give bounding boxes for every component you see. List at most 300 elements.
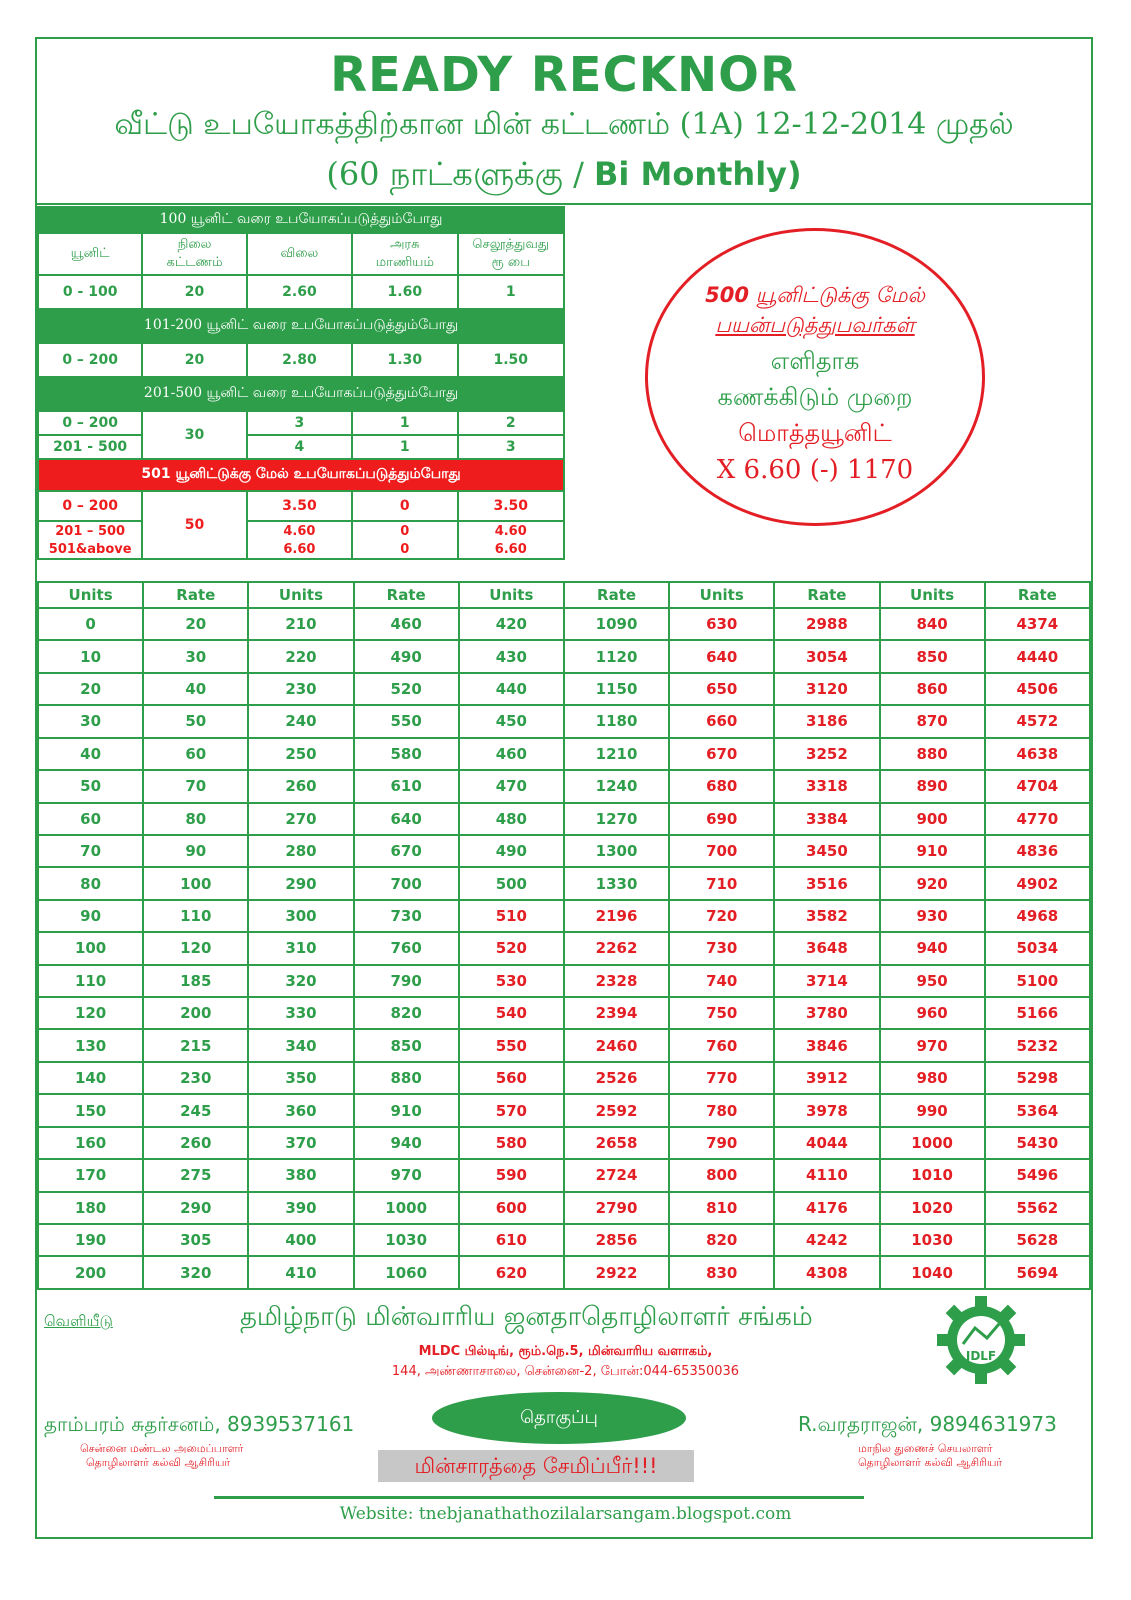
rate-cell: 305 [143,1224,248,1256]
table-row [38,705,1090,737]
rate-cell: 850 [354,1029,459,1061]
rate-cell: 260 [143,1127,248,1159]
rate-cell: 90 [143,835,248,867]
units-cell: 390 [248,1192,353,1224]
slab-subsidy: 1 [352,411,457,435]
rate-cell: 4308 [774,1256,879,1289]
units-cell: 800 [669,1159,774,1191]
units-cell: 140 [38,1062,143,1094]
units-cell: 770 [669,1062,774,1094]
slab-price: 4.60 [247,521,352,540]
rate-cell: 700 [354,867,459,899]
rate-cell: 80 [143,803,248,835]
rate-cell: 3912 [774,1062,879,1094]
rate-cell: 4836 [985,835,1090,867]
rate-cell: 215 [143,1029,248,1061]
rate-cell: 3318 [774,770,879,802]
col-subsidy: அரசு மாணியம் [352,233,457,275]
rate-cell: 3780 [774,997,879,1029]
slab-above-500-title: 501 யூனிட்டுக்கு மேல் உபயோகப்படுத்தும்போது [38,459,564,491]
rate-cell: 3186 [774,705,879,737]
rate-cell: 2460 [564,1029,669,1061]
rate-cell: 40 [143,673,248,705]
rate-cell: 4110 [774,1159,879,1191]
jdlf-gear-logo [935,1294,1027,1386]
units-cell: 810 [669,1192,774,1224]
rate-cell: 5694 [985,1256,1090,1289]
units-cell: 540 [459,997,564,1029]
units-cell: 1000 [880,1127,985,1159]
units-cell: 670 [669,738,774,770]
col-price: விலை [247,233,352,275]
units-cell: 490 [459,835,564,867]
units-cell: 690 [669,803,774,835]
rate-cell: 5364 [985,1094,1090,1126]
rate-cell: 790 [354,965,459,997]
units-cell: 570 [459,1094,564,1126]
address-line-1: MLDC பில்டிங், ரூம்.நெ.5, மின்வாரிய வளாகம், [418,1344,713,1359]
units-cell: 700 [669,835,774,867]
units-cell: 710 [669,867,774,899]
rate-cell: 185 [143,965,248,997]
slab-pay: 1.50 [458,343,565,377]
units-cell: 180 [38,1192,143,1224]
slab-subsidy: 1 [352,435,457,459]
rate-cell: 4968 [985,900,1090,932]
slab-subsidy: 0 [352,491,457,521]
rate-cell: 3582 [774,900,879,932]
units-cell: 500 [459,867,564,899]
rate-cell: 1330 [564,867,669,899]
units-cell: 780 [669,1094,774,1126]
slab-100-title: 100 யூனிட் வரை உபயோகப்படுத்தும்போது [38,207,564,233]
units-cell: 190 [38,1224,143,1256]
units-cell: 50 [38,770,143,802]
units-cell: 320 [248,965,353,997]
units-cell: 930 [880,900,985,932]
logo-text: JDLF [965,1349,997,1363]
units-cell: 430 [459,640,564,672]
left-contact-role-2: தொழிலாளர் கல்வி ஆசிரியர் [86,1456,231,1469]
right-contact-role-2: தொழிலாளர் கல்வி ஆசிரியர் [858,1456,1003,1469]
rate-header: Units [248,582,353,608]
units-cell: 370 [248,1127,353,1159]
rate-cell: 2592 [564,1094,669,1126]
table-row [38,932,1090,964]
left-contact-name: தாம்பரம் சுதர்சனம், 8939537161 [44,1412,355,1436]
units-cell: 40 [38,738,143,770]
units-cell: 730 [669,932,774,964]
rate-cell: 5100 [985,965,1090,997]
units-cell: 440 [459,673,564,705]
units-cell: 750 [669,997,774,1029]
units-cell: 860 [880,673,985,705]
units-cell: 60 [38,803,143,835]
rate-cell: 110 [143,900,248,932]
units-cell: 610 [459,1224,564,1256]
rate-cell: 640 [354,803,459,835]
rate-cell: 1150 [564,673,669,705]
units-cell: 520 [459,932,564,964]
units-cell: 830 [669,1256,774,1289]
rate-cell: 320 [143,1256,248,1289]
units-cell: 230 [248,673,353,705]
rate-cell: 1090 [564,608,669,640]
units-cell: 100 [38,932,143,964]
units-cell: 620 [459,1256,564,1289]
rate-cell: 4374 [985,608,1090,640]
units-cell: 200 [38,1256,143,1289]
units-cell: 110 [38,965,143,997]
col-fixed-charge: நிலை கட்டணம் [142,233,246,275]
rate-cell: 940 [354,1127,459,1159]
rate-cell: 20 [143,608,248,640]
save-electricity-slogan: மின்சாரத்தை சேமிப்பீர்!!! [378,1450,694,1482]
rate-cell: 880 [354,1062,459,1094]
units-cell: 30 [38,705,143,737]
rate-cell: 4770 [985,803,1090,835]
col-payable: செலூத்துவது ரூ பை [458,233,565,275]
rate-cell: 610 [354,770,459,802]
units-cell: 130 [38,1029,143,1061]
units-cell: 310 [248,932,353,964]
rate-cell: 460 [354,608,459,640]
slab-price: 3.50 [247,491,352,521]
rate-cell: 580 [354,738,459,770]
rate-cell: 245 [143,1094,248,1126]
slab-subsidy: 0 [352,521,457,540]
footer-divider [214,1496,864,1499]
slab-fixed: 50 [142,491,246,559]
rate-cell: 4242 [774,1224,879,1256]
rate-cell: 4638 [985,738,1090,770]
rate-header: Units [669,582,774,608]
slab-price: 2.60 [247,275,352,309]
rate-cell: 3516 [774,867,879,899]
rate-cell: 550 [354,705,459,737]
rate-cell: 4704 [985,770,1090,802]
units-cell: 1020 [880,1192,985,1224]
rate-cell: 520 [354,673,459,705]
rate-cell: 2724 [564,1159,669,1191]
units-cell: 290 [248,867,353,899]
slab-range: 201 - 500 [38,435,142,459]
units-cell: 660 [669,705,774,737]
units-cell: 600 [459,1192,564,1224]
units-cell: 80 [38,867,143,899]
rate-cell: 4044 [774,1127,879,1159]
units-cell: 890 [880,770,985,802]
rate-cell: 1210 [564,738,669,770]
rate-cell: 3714 [774,965,879,997]
table-row [38,770,1090,802]
rate-cell: 2790 [564,1192,669,1224]
rate-cell: 2262 [564,932,669,964]
slab-fixed: 20 [142,343,246,377]
units-cell: 300 [248,900,353,932]
rate-cell: 290 [143,1192,248,1224]
units-cell: 1040 [880,1256,985,1289]
rate-cell: 100 [143,867,248,899]
units-cell: 90 [38,900,143,932]
units-cell: 560 [459,1062,564,1094]
units-cell: 630 [669,608,774,640]
units-cell: 1010 [880,1159,985,1191]
units-cell: 340 [248,1029,353,1061]
rate-header: Rate [354,582,459,608]
circle-line-5: மொத்தயூனிட் [738,419,892,447]
units-cell: 1030 [880,1224,985,1256]
units-cell: 330 [248,997,353,1029]
rate-cell: 4902 [985,867,1090,899]
header [35,37,1093,205]
slab-200-title: 101-200 யூனிட் வரை உபயோகப்படுத்தும்போது [38,309,564,343]
units-cell: 790 [669,1127,774,1159]
units-cell: 150 [38,1094,143,1126]
rate-cell: 1240 [564,770,669,802]
rate-cell: 70 [143,770,248,802]
page-title: READY RECKNOR [330,47,798,103]
slab-range: 0 – 200 [38,411,142,435]
rate-cell: 820 [354,997,459,1029]
rate-cell: 1120 [564,640,669,672]
slab-table [37,206,565,560]
units-cell: 250 [248,738,353,770]
units-cell: 580 [459,1127,564,1159]
table-row [38,1159,1090,1191]
units-cell: 460 [459,738,564,770]
table-row [38,900,1090,932]
units-cell: 950 [880,965,985,997]
table-row [38,1062,1090,1094]
rate-cell: 3846 [774,1029,879,1061]
units-cell: 990 [880,1094,985,1126]
units-cell: 280 [248,835,353,867]
units-cell: 70 [38,835,143,867]
slab-subsidy: 1.30 [352,343,457,377]
units-cell: 760 [669,1029,774,1061]
circle-line-1: 500 யூனிட்டுக்கு மேல் [705,283,925,307]
units-cell: 910 [880,835,985,867]
organization-name: தமிழ்நாடு மின்வாரிய ஜனதாதொழிலாளர் சங்கம் [240,1302,813,1332]
rate-cell: 2988 [774,608,879,640]
rate-cell: 60 [143,738,248,770]
units-cell: 420 [459,608,564,640]
units-cell: 210 [248,608,353,640]
units-cell: 20 [38,673,143,705]
table-row [38,1224,1090,1256]
rate-cell: 5430 [985,1127,1090,1159]
slab-range: 0 – 200 [38,343,142,377]
compiled-badge: தொகுப்பு [432,1392,686,1444]
slab-500-title: 201-500 யூனிட் வரை உபயோகப்படுத்தும்போது [38,377,564,411]
published-label: வெளியீடு [44,1312,113,1330]
slab-pay: 3.50 [458,491,565,521]
units-cell: 260 [248,770,353,802]
table-row [38,1029,1090,1061]
table-row [38,803,1090,835]
table-row [38,835,1090,867]
rate-cell: 5628 [985,1224,1090,1256]
slab-price: 2.80 [247,343,352,377]
rate-cell: 760 [354,932,459,964]
slab-pay: 2 [458,411,565,435]
slab-price: 6.60 [247,540,352,559]
rate-cell: 4506 [985,673,1090,705]
table-row [38,738,1090,770]
units-cell: 650 [669,673,774,705]
rate-cell: 275 [143,1159,248,1191]
table-row [38,1127,1090,1159]
table-row [38,965,1090,997]
slab-fixed: 30 [142,411,246,459]
slab-pay: 3 [458,435,565,459]
rate-cell: 3384 [774,803,879,835]
units-cell: 870 [880,705,985,737]
circle-line-2: பயன்படுத்துபவர்கள் [715,313,915,337]
subtitle-tariff: வீட்டு உபயோகத்திற்கான மின் கட்டணம் (1A) 12-12-2014 முதல் [114,107,1014,142]
table-row [38,673,1090,705]
units-cell: 720 [669,900,774,932]
rate-cell: 3648 [774,932,879,964]
rate-cell: 4176 [774,1192,879,1224]
rate-header: Rate [774,582,879,608]
rate-cell: 5166 [985,997,1090,1029]
slab-pay: 4.60 [458,521,565,540]
units-cell: 350 [248,1062,353,1094]
rate-cell: 50 [143,705,248,737]
units-cell: 880 [880,738,985,770]
units-cell: 170 [38,1159,143,1191]
left-contact-role-1: சென்னை மண்டல அமைப்பாளர் [80,1442,244,1455]
rate-cell: 3120 [774,673,879,705]
right-contact-role-1: மாநில துணைச் செயலாளர் [858,1442,993,1455]
rate-header: Units [459,582,564,608]
units-cell: 840 [880,608,985,640]
circle-line-3: எளிதாக [770,347,860,375]
slab-range: 0 – 200 [38,491,142,521]
units-cell: 480 [459,803,564,835]
col-unit: யூனிட் [38,233,142,275]
slab-range: 501&above [38,540,142,559]
rate-cell: 3252 [774,738,879,770]
units-cell: 590 [459,1159,564,1191]
address-line-2: 144, அண்ணாசாலை, சென்னை-2, போன்:044-65350036 [391,1364,740,1379]
subtitle-period: (60 நாட்களுக்கு / Bi Monthly) [326,155,802,193]
units-cell: 240 [248,705,353,737]
website-link[interactable]: Website: tnebjanathathozilalarsangam.blogspot.com [339,1504,792,1524]
rate-header: Units [880,582,985,608]
rate-cell: 1270 [564,803,669,835]
rate-cell: 970 [354,1159,459,1191]
rate-cell: 1030 [354,1224,459,1256]
table-row [38,1192,1090,1224]
rate-cell: 5298 [985,1062,1090,1094]
units-cell: 850 [880,640,985,672]
units-cell: 980 [880,1062,985,1094]
rate-cell: 30 [143,640,248,672]
units-cell: 550 [459,1029,564,1061]
units-cell: 740 [669,965,774,997]
circle-line-4: கணக்கிடும் முறை [717,383,913,411]
units-cell: 920 [880,867,985,899]
rate-cell: 5232 [985,1029,1090,1061]
table-row [38,997,1090,1029]
table-row [38,1256,1090,1289]
rate-header: Rate [985,582,1090,608]
units-cell: 0 [38,608,143,640]
slab-range: 0 - 100 [38,275,142,309]
units-cell: 940 [880,932,985,964]
units-cell: 410 [248,1256,353,1289]
table-row [38,1094,1090,1126]
rate-cell: 2856 [564,1224,669,1256]
units-cell: 10 [38,640,143,672]
rate-cell: 4572 [985,705,1090,737]
units-cell: 270 [248,803,353,835]
rate-cell: 3978 [774,1094,879,1126]
slab-pay: 6.60 [458,540,565,559]
rate-cell: 200 [143,997,248,1029]
rate-cell: 120 [143,932,248,964]
shortcut-circle [645,228,985,526]
units-cell: 960 [880,997,985,1029]
rate-cell: 1000 [354,1192,459,1224]
rate-cell: 910 [354,1094,459,1126]
units-cell: 360 [248,1094,353,1126]
units-cell: 120 [38,997,143,1029]
units-cell: 900 [880,803,985,835]
slab-price: 3 [247,411,352,435]
rate-cell: 1300 [564,835,669,867]
circle-formula: X 6.60 (-) 1170 [716,455,914,485]
table-row [38,608,1090,640]
rate-header: Rate [143,582,248,608]
units-cell: 220 [248,640,353,672]
units-cell: 970 [880,1029,985,1061]
units-cell: 680 [669,770,774,802]
rate-cell: 3450 [774,835,879,867]
units-cell: 640 [669,640,774,672]
rate-cell: 230 [143,1062,248,1094]
rate-cell: 2658 [564,1127,669,1159]
units-cell: 160 [38,1127,143,1159]
units-cell: 380 [248,1159,353,1191]
rate-cell: 5562 [985,1192,1090,1224]
rate-cell: 730 [354,900,459,932]
right-contact-name: R.வரதராஜன், 9894631973 [798,1412,1057,1436]
rate-cell: 2328 [564,965,669,997]
rate-cell: 3054 [774,640,879,672]
table-row [38,640,1090,672]
rate-cell: 2922 [564,1256,669,1289]
rate-cell: 1060 [354,1256,459,1289]
table-row [38,867,1090,899]
units-cell: 510 [459,900,564,932]
rate-header: Rate [564,582,669,608]
slab-pay: 1 [458,275,565,309]
rate-cell: 5034 [985,932,1090,964]
slab-subsidy: 1.60 [352,275,457,309]
units-cell: 450 [459,705,564,737]
slab-range: 201 – 500 [38,521,142,540]
units-cell: 530 [459,965,564,997]
slab-subsidy: 0 [352,540,457,559]
rate-cell: 4440 [985,640,1090,672]
rate-table [37,581,1091,1290]
rate-cell: 2526 [564,1062,669,1094]
units-cell: 400 [248,1224,353,1256]
